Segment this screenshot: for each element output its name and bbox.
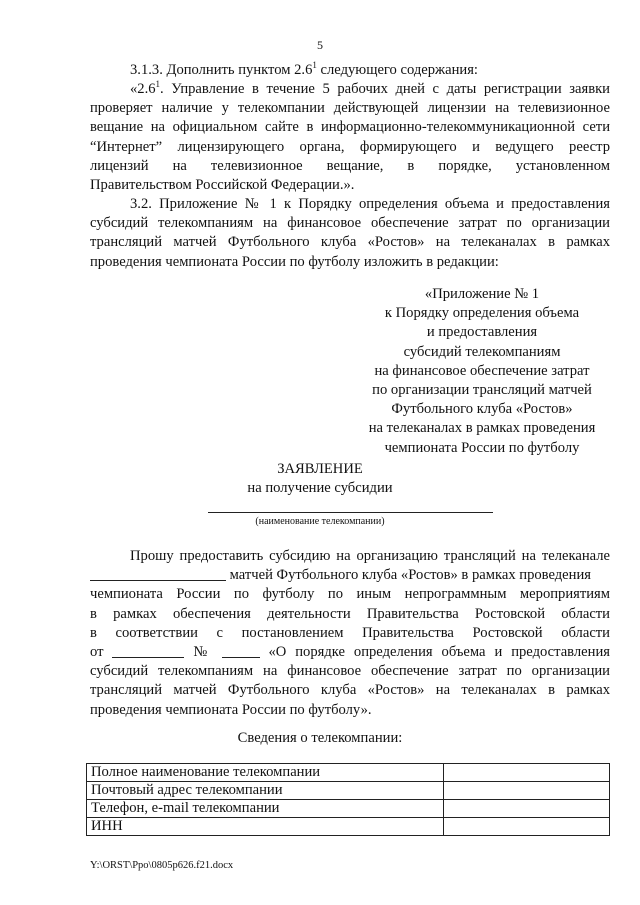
name-caption: (наименование телекомпании) xyxy=(255,516,385,527)
table-label: Телефон, e-mail телекомпании xyxy=(87,800,444,818)
annex-line: на телеканалах в рамках проведения xyxy=(368,420,596,437)
request-line: проведения чемпионата России по футболу». xyxy=(90,701,372,718)
company-info-table xyxy=(86,763,610,836)
clause-line: Правительством Российской Федерации.». xyxy=(90,177,355,194)
request-line-text: матчей Футбольного клуба «Ростов» в рамках проведения xyxy=(229,567,591,584)
annex-line: «Приложение № 1 xyxy=(424,286,540,302)
superscript: 1 xyxy=(312,60,317,70)
request-line: трансляций матчей Футбольного клуба «Ростов» на телеканалах в рамках xyxy=(90,682,610,699)
clause-line-part: . Управление в течение 5 рабочих дней с даты регистрации заявки xyxy=(160,81,610,97)
annex-line: субсидий телекомпаниям xyxy=(403,343,561,360)
clause-3-2 xyxy=(90,195,610,272)
request-line xyxy=(90,643,610,662)
info-heading: Сведения о телекомпании: xyxy=(237,730,403,746)
annex-header xyxy=(356,285,608,458)
annex-line: по организации трансляций матчей xyxy=(372,382,592,399)
clause-line: “Интернет” лицензирующего органа, формирующего и ведущего реестр xyxy=(90,138,610,155)
channel-blank xyxy=(90,566,226,581)
request-paragraph xyxy=(90,547,610,720)
page-number: 5 xyxy=(317,38,323,52)
clause-line: трансляций матчей Футбольного клуба «Ростов» на телеканалах в рамках xyxy=(90,234,610,251)
number-blank xyxy=(222,643,260,658)
annex-line: Футбольного клуба «Ростов» xyxy=(391,401,573,418)
superscript: 1 xyxy=(155,79,161,89)
request-line: субсидий телекомпаниям на финансовое обеспечение затрат по организации xyxy=(90,663,610,680)
table-value-cell[interactable] xyxy=(444,800,610,818)
table-label: Полное наименование телекомпании xyxy=(87,764,444,782)
request-line: в соответствии с постановлением Правительства Ростовской области xyxy=(90,624,610,641)
clause-line: проведения чемпионата России по футболу изложить в редакции: xyxy=(90,253,499,270)
request-line: чемпионата России по футболу по иным непрограммным мероприятиям xyxy=(90,586,610,603)
clause-3-1-3-end: следующего содержания: xyxy=(316,62,478,78)
request-line-text: № xyxy=(193,644,213,661)
clause-2-6-1 xyxy=(90,80,610,195)
clause-3-1-3-text: 3.1.3. Дополнить пунктом 2.6 xyxy=(130,62,313,78)
clause-line: субсидий телекомпаниям на финансовое обеспечение затрат по организации xyxy=(90,215,610,232)
table-row xyxy=(87,800,610,818)
clause-line-part: «2.6 xyxy=(130,81,156,97)
annex-line: на финансовое обеспечение затрат xyxy=(374,362,590,379)
clause-line: вещание на официальном сайте в информационно-телекоммуникационной сети xyxy=(90,119,610,136)
clause-line: проверяет наличие у телекомпании действующей лицензии на телевизионное xyxy=(90,100,610,117)
annex-line: к Порядку определения объема xyxy=(384,305,580,322)
table-label: Почтовый адрес телекомпании xyxy=(87,782,444,800)
request-line: в рамках обеспечения деятельности Правительства Ростовской области xyxy=(90,605,610,622)
request-line-text: «О порядке определения объема и предоставления xyxy=(268,644,610,661)
clause-line: 3.2. Приложение № 1 к Порядку определения объема и предоставления xyxy=(130,196,610,212)
date-blank xyxy=(112,643,184,658)
request-line: Прошу предоставить субсидию на организацию трансляций на телеканале xyxy=(130,548,610,564)
document-subtitle: на получение субсидии xyxy=(247,480,393,496)
annex-line: чемпионата России по футболу xyxy=(384,439,580,456)
table-row xyxy=(87,818,610,836)
annex-line: и предоставления xyxy=(426,324,538,341)
name-blank-line xyxy=(208,512,493,513)
document-title: ЗАЯВЛЕНИЕ xyxy=(277,461,363,477)
table-value-cell[interactable] xyxy=(444,818,610,836)
request-line xyxy=(90,566,610,585)
table-row xyxy=(87,782,610,800)
clause-line: лицензий на телевизионное вещание, в порядке, установленном xyxy=(90,157,610,174)
request-line-text: от xyxy=(90,644,104,661)
table-value-cell[interactable] xyxy=(444,764,610,782)
table-row xyxy=(87,764,610,782)
footer-file-path: Y:\ORST\Ppo\0805p626.f21.docx xyxy=(90,860,234,871)
clause-3-1-3 xyxy=(90,61,610,80)
table-label: ИНН xyxy=(87,818,444,836)
clause-line xyxy=(90,80,610,99)
table-value-cell[interactable] xyxy=(444,782,610,800)
